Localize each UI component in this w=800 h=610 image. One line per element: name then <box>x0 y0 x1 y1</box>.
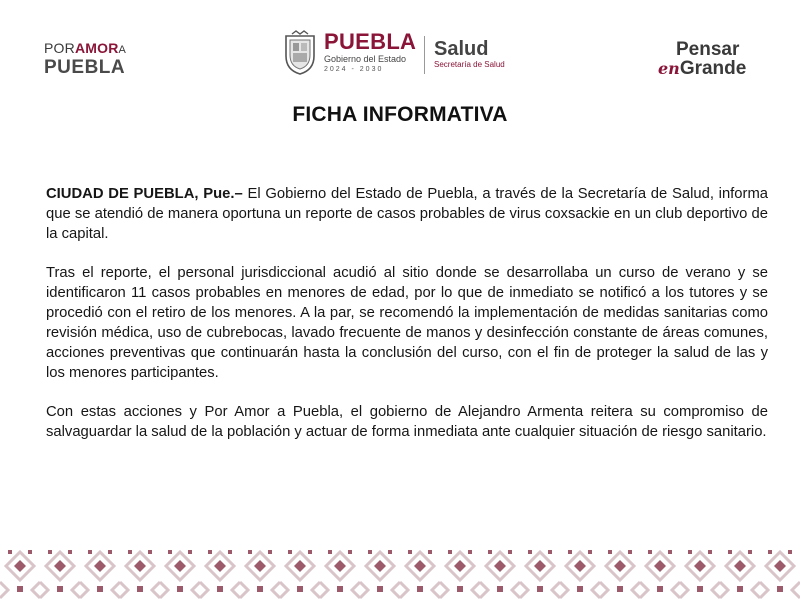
header <box>0 0 800 100</box>
logo-en-grande <box>658 59 768 78</box>
salud-word: Salud <box>434 38 489 60</box>
logo-por: POR <box>44 40 75 56</box>
paragraph-1 <box>46 184 768 244</box>
puebla-wordmark <box>324 29 417 74</box>
gobierno-puebla-salud-logo <box>282 30 522 82</box>
pensar-en-grande-logo <box>658 40 768 80</box>
logo-grande: Grande <box>679 58 747 79</box>
logo-en: en <box>658 59 680 78</box>
document-title: FICHA INFORMATIVA <box>292 103 508 126</box>
por-amor-a-puebla-logo <box>44 40 140 80</box>
document-body <box>46 184 768 461</box>
paragraph-1-text: El Gobierno del Estado de Puebla, a través de la Secretaría de Salud, informa que se atendió de manera oportuna un reporte de casos probables de virus coxsackie en un club deportivo de la capital. <box>46 186 769 242</box>
salud-wordmark <box>434 38 505 70</box>
logo-tagline <box>44 40 140 58</box>
secretaria-de-salud: Secretaría de Salud <box>434 60 505 69</box>
logo-puebla: PUEBLA <box>44 57 126 78</box>
logo-a: A <box>118 44 127 56</box>
puebla-word: PUEBLA <box>324 29 417 54</box>
logo-pensar: Pensar <box>676 39 740 60</box>
gobierno-del-estado: Gobierno del Estado <box>324 54 407 64</box>
logo-amor: AMOR <box>74 40 119 56</box>
paragraph-3: Con estas acciones y Por Amor a Puebla, el gobierno de Alejandro Armenta reitera su compromiso de salvaguardar la salud de la población y actuar de forma inmediata ante cualquier situación de riesgo sanitario. <box>46 404 768 440</box>
logo-divider <box>424 36 425 74</box>
term-years: 2024 - 2030 <box>324 66 384 73</box>
coat-of-arms-seal-icon <box>282 30 318 76</box>
paragraph-2: Tras el reporte, el personal jurisdiccional acudió al sitio donde se desarrollaba un curso de verano y se identificaron 11 casos probables en menores de edad, por lo que de inmediato se notificó a los tutores y se procedió con el retiro de los menores. A la par, se recomendó la implementación de medidas sanitarias como revisión médica, uso de cubrebocas, lavado frecuente de manos y desinfección constante de áreas comunes, acciones preventivas que continuarán hasta la conclusión del curso, con el fin de proteger la salud de las y los menores participantes. <box>46 265 768 381</box>
dateline: CIUDAD DE PUEBLA, Pue.– <box>46 186 243 202</box>
decorative-pattern-border <box>0 548 800 600</box>
